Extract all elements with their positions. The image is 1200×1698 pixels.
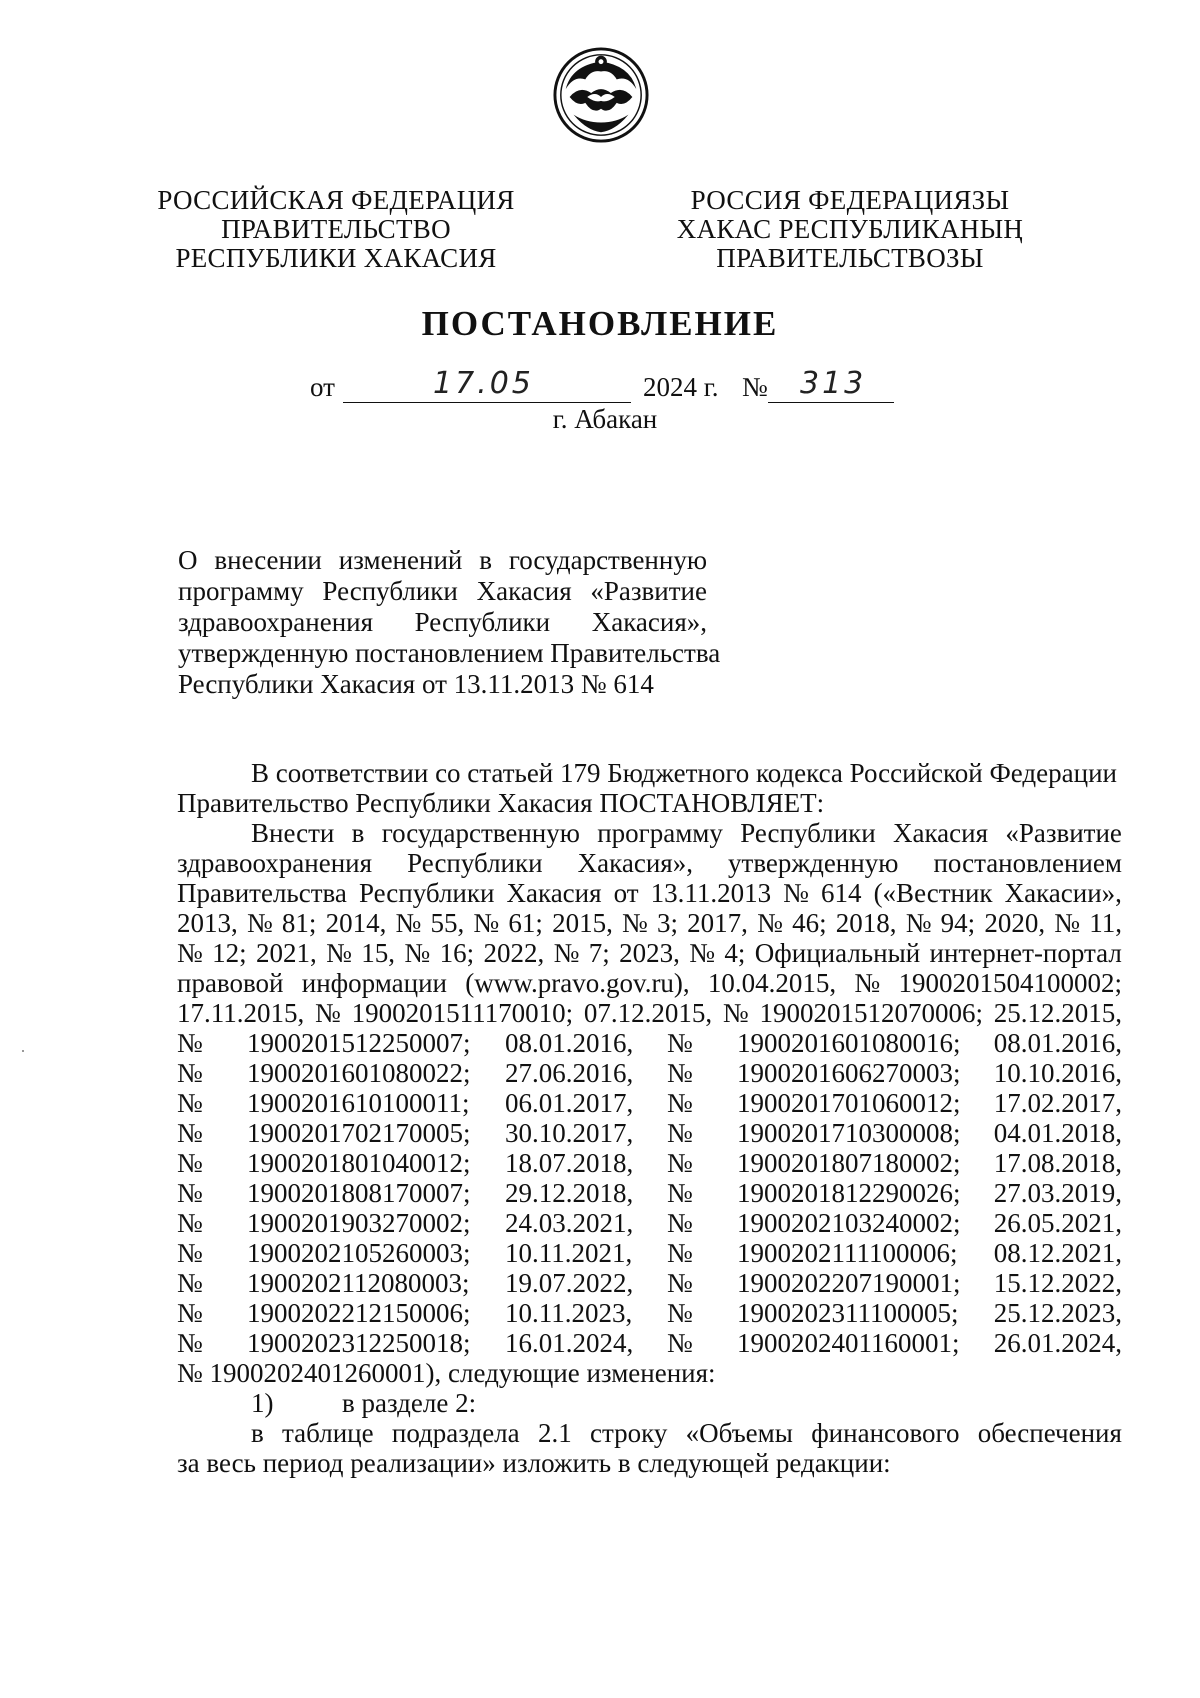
registry-num1: 1900201801040012; (247, 1148, 471, 1178)
word: 1900201512070006; (759, 998, 983, 1028)
body-line-text: В соответствии со статьей 179 Бюджетного кодекса Российской Федерации (251, 758, 1117, 788)
registry-num1: 1900201808170007; (247, 1178, 471, 1208)
registry-date1: 16.01.2024, (505, 1328, 634, 1358)
word: 3; (656, 908, 678, 938)
word: № (553, 938, 580, 968)
word: информации (301, 968, 447, 998)
registry-date2: 26.05.2021, (993, 1208, 1122, 1238)
registry-num2: 1900202103240002; (737, 1208, 961, 1238)
word: 61; (508, 908, 543, 938)
body-line (177, 848, 1122, 878)
registry-num2: 1900202207190001; (737, 1268, 961, 1298)
registry-date1: 18.07.2018, (505, 1148, 634, 1178)
word: Хакасии», (1004, 878, 1122, 908)
body-line-text: за весь период реализации» изложить в следующей редакции: (177, 1448, 891, 1478)
word: № (854, 968, 881, 998)
registry-no2: № (667, 1268, 693, 1298)
word: финансового (811, 1418, 960, 1448)
registry-no1: № (177, 1208, 203, 1238)
registry-date1: 10.11.2021, (505, 1238, 633, 1268)
word: 10.04.2015, (707, 968, 837, 998)
body-line (177, 818, 1122, 848)
word: 614 (821, 878, 862, 908)
registry-date2: 17.02.2017, (993, 1088, 1122, 1118)
registry-date2: 08.01.2016, (993, 1028, 1122, 1058)
word: 94; (940, 908, 976, 938)
word: Правительства (177, 878, 347, 908)
word: «Развитие (1005, 818, 1122, 848)
word: № (1054, 908, 1081, 938)
khakassia-emblem-icon (552, 46, 650, 144)
registry-no2: № (667, 1148, 693, 1178)
header-left-line-3: РЕСПУБЛИКИ ХАКАСИЯ (175, 243, 497, 273)
word: Республики (740, 818, 876, 848)
body-line (177, 788, 1122, 818)
registry-row (177, 1208, 1122, 1238)
registry-num2: 1900201710300008; (737, 1118, 961, 1148)
registry-row (177, 1028, 1122, 1058)
subject-line: О внесении изменений в государственную (178, 545, 707, 575)
registry-no1: № (177, 1178, 203, 1208)
body-line (177, 1418, 1122, 1448)
registry-row (177, 1298, 1122, 1328)
registry-num2: 1900201812290026; (737, 1178, 961, 1208)
word: № (905, 908, 932, 938)
handwritten-number: 313 (800, 366, 867, 401)
registry-no2: № (667, 1208, 693, 1238)
registry-date2: 15.12.2022, (993, 1268, 1122, 1298)
word: 07.12.2015, (583, 998, 713, 1028)
word: обеспечения (977, 1418, 1122, 1448)
registry-date2: 04.01.2018, (993, 1118, 1122, 1148)
body-line (177, 938, 1122, 968)
document-type-title: ПОСТАНОВЛЕНИЕ (421, 304, 779, 343)
word: 2015, (552, 908, 613, 938)
word: 4; (724, 938, 746, 968)
handwritten-date: 17.05 (433, 366, 534, 401)
subject-line: здравоохранения Республики Хакасия», (178, 607, 707, 637)
word: в (351, 818, 365, 848)
body-line (177, 878, 1122, 908)
registry-num1: 1900201512250007; (247, 1028, 471, 1058)
body-text (177, 758, 1122, 1478)
registry-date1: 10.11.2023, (505, 1298, 633, 1328)
word: № (246, 908, 273, 938)
paragraph-2 (177, 818, 1122, 1028)
word: Официальный (754, 938, 921, 968)
word: 12; (212, 938, 247, 968)
word: («Вестник (873, 878, 993, 908)
body-line (177, 998, 1122, 1028)
word: № (757, 908, 783, 938)
word: программу (597, 818, 723, 848)
word: Хакасия», (577, 848, 693, 878)
registry-row (177, 1268, 1122, 1298)
word: № (395, 908, 422, 938)
header-left (136, 186, 536, 273)
word: 7; (588, 938, 610, 968)
registry-num1: 1900202212150006; (247, 1298, 471, 1328)
list-item-1 (177, 1388, 1122, 1418)
word: 17.11.2015, (177, 998, 305, 1028)
registry-num2: 1900201807180002; (737, 1148, 961, 1178)
word: подраздела (391, 1418, 520, 1448)
word: № (326, 938, 352, 968)
body-line-text: № 1900202401260001), следующие изменения: (177, 1358, 716, 1388)
word: № (315, 998, 341, 1028)
registry-row (177, 1328, 1122, 1358)
scan-mark (22, 1050, 24, 1052)
word: от (613, 878, 639, 908)
word: 2023, (619, 938, 680, 968)
registry-no2: № (667, 1088, 693, 1118)
word: № (722, 998, 749, 1028)
body-line (177, 758, 1122, 788)
registry-no2: № (667, 1178, 693, 1208)
registry-row (177, 1238, 1122, 1268)
year-label: 2024 г. (643, 372, 719, 402)
registry-num2: 1900202311100005; (737, 1298, 959, 1328)
registry-no1: № (177, 1238, 203, 1268)
registry-no1: № (177, 1148, 203, 1178)
header-right-line-3: ПРАВИТЕЛЬСТВОЗЫ (716, 243, 984, 273)
registry-num1: 1900201610100011; (247, 1088, 470, 1118)
header-right-line-2: ХАКАС РЕСПУБЛИКАНЫҢ (676, 214, 1024, 244)
word: «Объемы (685, 1418, 793, 1448)
registry-num1: 1900201903270002; (247, 1208, 471, 1238)
word: 1900201504100002; (898, 968, 1122, 998)
body-line (177, 968, 1122, 998)
registry-date1: 08.01.2016, (505, 1028, 634, 1058)
registry-date1: 27.06.2016, (505, 1058, 634, 1088)
word: № (404, 938, 431, 968)
registry-num2: 1900201601080016; (737, 1028, 961, 1058)
registry-no2: № (667, 1238, 693, 1268)
word: постановлением (933, 848, 1122, 878)
list-item-number: 1) (251, 1388, 274, 1418)
word: 2013, (177, 908, 238, 938)
body-line (177, 908, 1122, 938)
word: № (177, 938, 203, 968)
registry-num2: 1900201701060012; (737, 1088, 961, 1118)
registry-num1: 1900202112080003; (247, 1268, 470, 1298)
word: 2020, (984, 908, 1046, 938)
word: строку (589, 1418, 668, 1448)
word: 11, (1089, 908, 1122, 938)
registry-no2: № (667, 1118, 693, 1148)
word: 13.11.2013 (650, 878, 772, 908)
word: здравоохранения (177, 848, 373, 878)
word: (www.pravo.gov.ru), (465, 968, 690, 998)
registry-date2: 08.12.2021, (993, 1238, 1122, 1268)
registry-num2: 1900202401160001; (737, 1328, 960, 1358)
word: Хакасия (892, 818, 988, 848)
body-line (177, 1448, 1122, 1478)
registry-row (177, 1088, 1122, 1118)
registry-date1: 24.03.2021, (505, 1208, 634, 1238)
word: Республики (407, 848, 543, 878)
registry-num2: 1900201606270003; (737, 1058, 961, 1088)
registry-no1: № (177, 1328, 203, 1358)
word: 2021, (256, 938, 317, 968)
list-item-text: в разделе 2: (342, 1388, 477, 1418)
word: № (783, 878, 809, 908)
registry-no1: № (177, 1268, 203, 1298)
word: 46; (792, 908, 827, 938)
registry-list (177, 1028, 1122, 1358)
registry-date2: 10.10.2016, (993, 1058, 1122, 1088)
word: 2018, (835, 908, 897, 938)
subject-block (178, 545, 721, 700)
registry-row (177, 1118, 1122, 1148)
word: Хакасия (506, 878, 602, 908)
word: 2017, (687, 908, 748, 938)
registry-no1: № (177, 1058, 203, 1088)
city-label: г. Абакан (552, 404, 658, 434)
registry-date1: 06.01.2017, (505, 1088, 634, 1118)
registry-no1: № (177, 1298, 203, 1328)
registry-num1: 1900201702170005; (247, 1118, 471, 1148)
registry-no1: № (177, 1088, 203, 1118)
registry-num1: 1900202105260003; (247, 1238, 471, 1268)
header-right (650, 186, 1050, 273)
word: 25.12.2015, (993, 998, 1122, 1028)
word: 2.1 (537, 1418, 572, 1448)
number-sign: № (742, 372, 768, 402)
registry-date2: 26.01.2024, (993, 1328, 1122, 1358)
body-line (177, 1358, 1122, 1388)
word: № (689, 938, 715, 968)
registry-no2: № (667, 1328, 693, 1358)
header-right-line-1: РОССИЯ ФЕДЕРАЦИЯЗЫ (690, 185, 1010, 215)
registry-no1: № (177, 1028, 203, 1058)
registry-num2: 1900202111100006; (737, 1238, 958, 1268)
registry-date1: 19.07.2022, (505, 1268, 634, 1298)
registry-no1: № (177, 1118, 203, 1148)
registry-row (177, 1178, 1122, 1208)
registry-date2: 27.03.2019, (993, 1178, 1122, 1208)
word: 81; (281, 908, 317, 938)
word: таблице (282, 1418, 374, 1448)
word: Республики (358, 878, 495, 908)
subject-line: программу Республики Хакасия «Развитие (178, 576, 707, 606)
registry-row (177, 1058, 1122, 1088)
header-left-line-1: РОССИЙСКАЯ ФЕДЕРАЦИЯ (157, 185, 515, 215)
registry-no2: № (667, 1058, 693, 1088)
registry-date1: 30.10.2017, (505, 1118, 634, 1148)
word: в (251, 1418, 264, 1448)
word: правовой (177, 968, 284, 998)
word: Внести (251, 818, 335, 848)
body-line-text: Правительство Республики Хакасия ПОСТАНОВЛЯЕТ: (177, 788, 825, 818)
from-label: от (310, 372, 335, 402)
registry-row (177, 1148, 1122, 1178)
word: 2014, (325, 908, 387, 938)
registry-num1: 1900201601080022; (247, 1058, 471, 1088)
word: 2022, (483, 938, 545, 968)
registry-date1: 29.12.2018, (505, 1178, 634, 1208)
word: № (622, 908, 648, 938)
word: утвержденную (728, 848, 899, 878)
registry-date2: 25.12.2023, (993, 1298, 1122, 1328)
word: 55, (430, 908, 465, 938)
subject-line: Республики Хакасия от 13.11.2013 № 614 (178, 669, 654, 699)
word: государственную (381, 818, 580, 848)
word: № (473, 908, 500, 938)
word: 16; (439, 938, 475, 968)
word: 15, (361, 938, 396, 968)
registry-num1: 1900202312250018; (247, 1328, 471, 1358)
word: интернет-портал (929, 938, 1122, 968)
header-left-line-2: ПРАВИТЕЛЬСТВО (221, 214, 451, 244)
registry-date2: 17.08.2018, (993, 1148, 1122, 1178)
subject-line: утвержденную постановлением Правительства (178, 638, 721, 668)
registry-no2: № (667, 1028, 693, 1058)
registry-no2: № (667, 1298, 693, 1328)
word: 1900201511170010; (351, 998, 574, 1028)
